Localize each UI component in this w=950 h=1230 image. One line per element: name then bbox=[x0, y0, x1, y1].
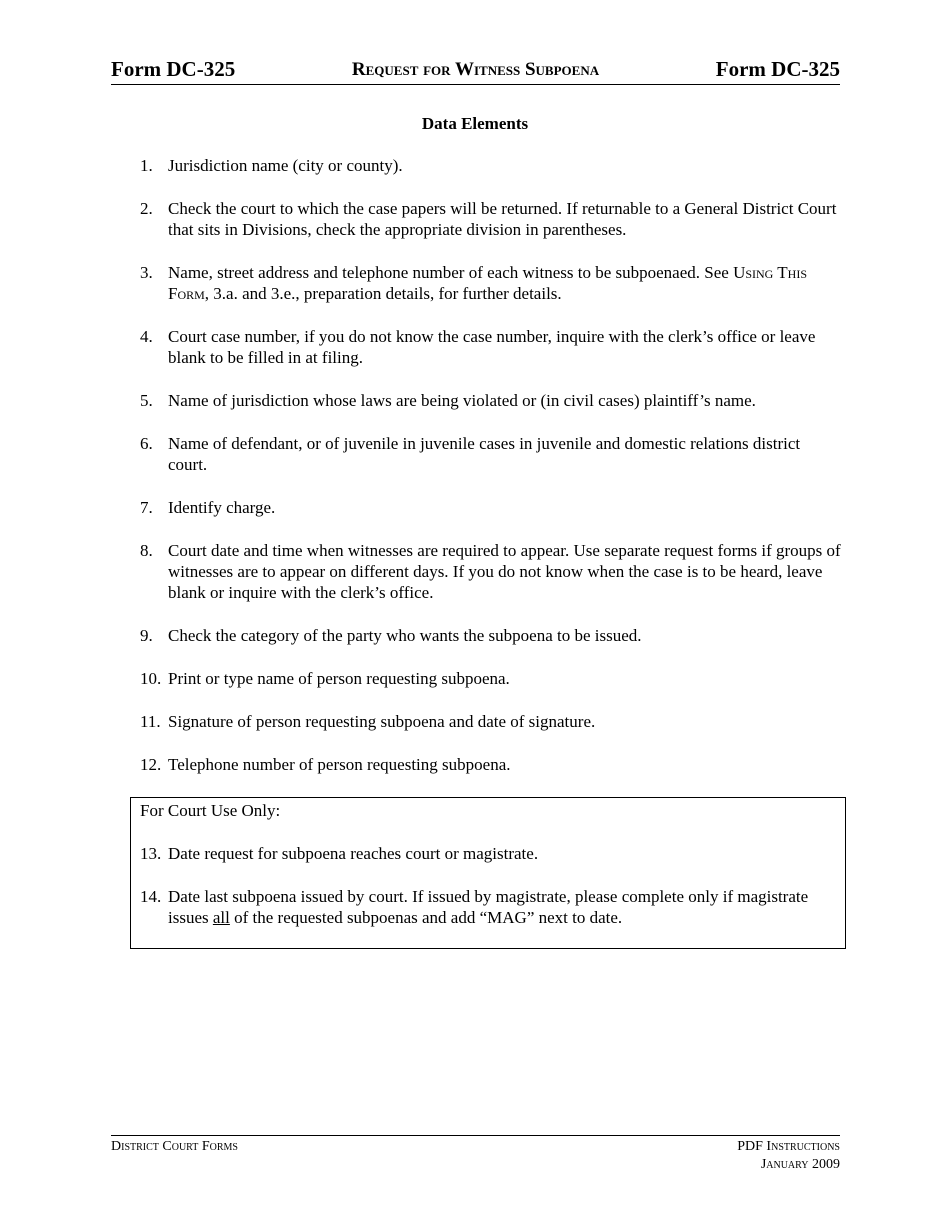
item-number: 2. bbox=[140, 199, 153, 218]
list-item bbox=[140, 754, 842, 775]
form-number-right: Form DC-325 bbox=[715, 57, 840, 81]
item-number: 14. bbox=[140, 887, 162, 906]
using-this-form-reference: Using This Form bbox=[168, 263, 808, 303]
item-number: 7. bbox=[140, 498, 153, 517]
item-number: 5. bbox=[140, 391, 153, 410]
list-item bbox=[140, 390, 842, 411]
item-text: Identify charge. bbox=[168, 498, 276, 517]
item-number: 12. bbox=[140, 755, 162, 774]
item-number: 6. bbox=[140, 434, 153, 453]
footer-right bbox=[737, 1138, 840, 1174]
item-number: 13. bbox=[140, 844, 162, 863]
item-text bbox=[168, 886, 830, 928]
item-text-part: Date last subpoena issued by court. If issued by magistrate, please complete only if magistrate issues bbox=[168, 887, 809, 927]
list-item bbox=[140, 433, 842, 475]
item-text: Name of defendant, or of juvenile in juvenile cases in juvenile and domestic relations district court. bbox=[168, 434, 801, 474]
item-number: 3. bbox=[140, 263, 153, 282]
item-number: 4. bbox=[140, 327, 153, 346]
item-text-part: , 3.a. and 3.e., preparation details, for further details. bbox=[204, 284, 562, 303]
footer-left: District Court Forms bbox=[111, 1139, 238, 1154]
item-number: 1. bbox=[140, 156, 153, 175]
item-text: Name of jurisdiction whose laws are being violated or (in civil cases) plaintiff’s name. bbox=[168, 391, 756, 410]
item-text-part: of the requested subpoenas and add “MAG” next to date. bbox=[229, 908, 623, 927]
list-item bbox=[140, 155, 842, 176]
page-footer bbox=[111, 1135, 840, 1172]
list-item bbox=[140, 843, 830, 864]
item-text: Check the category of the party who wants the subpoena to be issued. bbox=[168, 626, 642, 645]
list-item bbox=[140, 262, 842, 304]
section-title: Data Elements bbox=[421, 114, 529, 133]
item-text: Jurisdiction name (city or county). bbox=[168, 156, 403, 175]
item-text: Telephone number of person requesting subpoena. bbox=[168, 755, 511, 774]
item-text bbox=[168, 262, 842, 304]
item-text: Print or type name of person requesting subpoena. bbox=[168, 669, 510, 688]
footer-right-line1: PDF Instructions bbox=[737, 1139, 840, 1154]
court-use-only-box bbox=[130, 797, 846, 949]
item-number: 11. bbox=[140, 712, 161, 731]
list-item bbox=[140, 198, 842, 240]
item-number: 8. bbox=[140, 541, 153, 560]
page-header bbox=[111, 56, 840, 85]
list-item bbox=[140, 711, 842, 732]
item-number: 9. bbox=[140, 626, 153, 645]
form-number-left: Form DC-325 bbox=[111, 57, 236, 81]
item-text: Check the court to which the case papers will be returned. If returnable to a General District Court that sits in Divisions, check the appropriate division in parentheses. bbox=[168, 199, 837, 239]
footer-right-line2: January 2009 bbox=[760, 1157, 840, 1172]
list-item bbox=[140, 497, 842, 518]
item-text: Date request for subpoena reaches court or magistrate. bbox=[168, 844, 539, 863]
item-text: Signature of person requesting subpoena and date of signature. bbox=[168, 712, 596, 731]
item-text-part: Name, street address and telephone number of each witness to be subpoenaed. See bbox=[168, 263, 734, 282]
list-item bbox=[140, 326, 842, 368]
court-use-only-title: For Court Use Only: bbox=[140, 801, 281, 820]
list-item bbox=[140, 668, 842, 689]
document-title: Request for Witness Subpoena bbox=[351, 59, 600, 80]
underlined-word: all bbox=[212, 908, 230, 927]
list-item bbox=[140, 625, 842, 646]
item-text: Court case number, if you do not know the case number, inquire with the clerk’s office or leave blank to be filled in at filing. bbox=[168, 327, 816, 367]
item-number: 10. bbox=[140, 669, 162, 688]
item-text: Court date and time when witnesses are required to appear. Use separate request forms if groups of witnesses are to appear on different days. If you do not know when the case is to be heard, leave blank or inquire with the clerk’s office. bbox=[168, 541, 841, 602]
list-item bbox=[140, 886, 830, 928]
list-item bbox=[140, 540, 842, 603]
